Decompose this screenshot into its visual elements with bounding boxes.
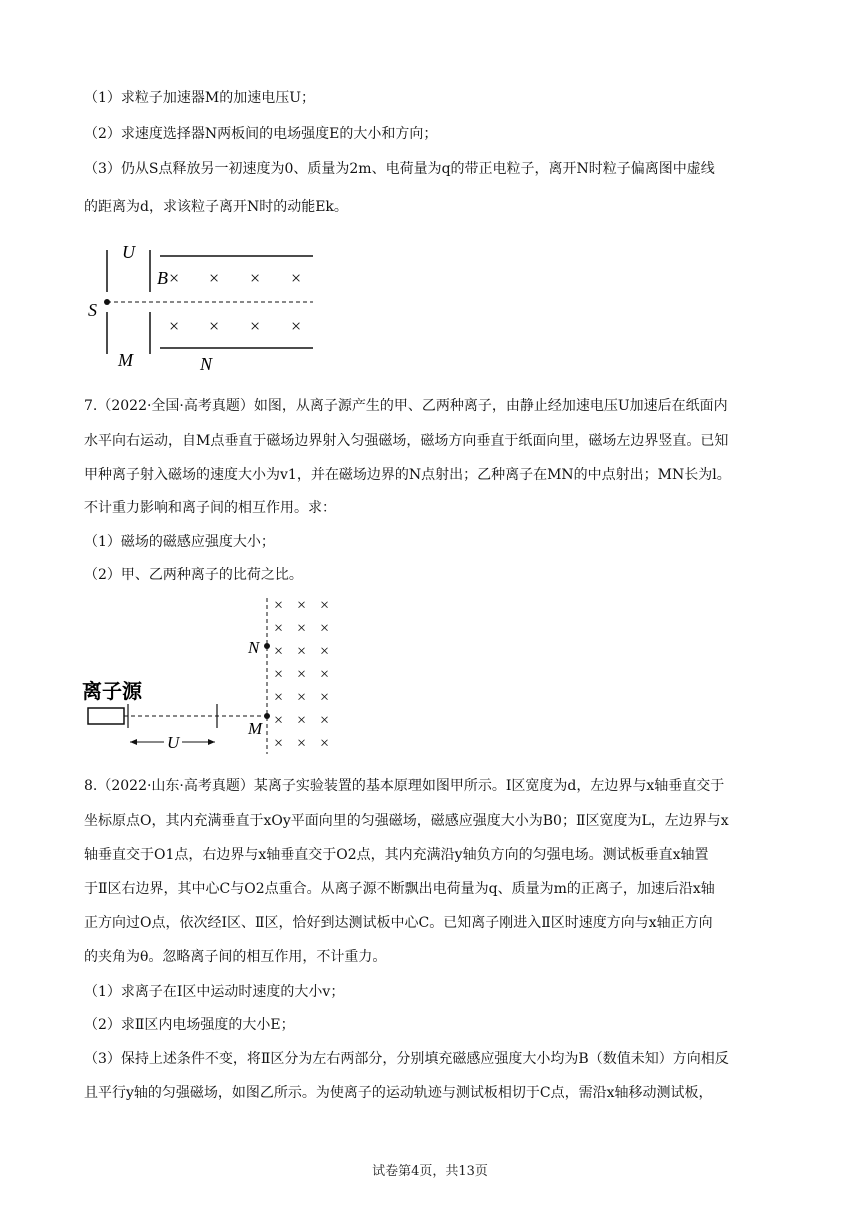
page-footer: 试卷第4页，共13页 [372,1164,488,1179]
q8-sub2: （2）求Ⅱ区内电场强度的大小E； [84,1017,295,1033]
q7-sub2: （2）甲、乙两种离子的比荷之比。 [84,567,303,583]
q8-line6: 的夹角为θ。忽略离子间的相互作用，不计重力。 [84,949,387,965]
field-cross: × [169,316,180,336]
field-cross: × [274,620,284,637]
field-cross: × [274,666,284,683]
q8-line3: 轴垂直交于O1点，右边界与x轴垂直交于O2点，其内充满沿y轴负方向的匀强电场。测试板垂直x轴置 [84,847,709,863]
q8-line1: 8.（2022·山东·高考真题）某离子实验装置的基本原理如图甲所示。Ⅰ区宽度为d，左边界与x轴垂直交于 [84,778,725,794]
field-cross: × [297,597,307,614]
label-m: M [248,719,263,738]
q7-line2: 水平向右运动，自M点垂直于磁场边界射入匀强磁场，磁场方向垂直于纸面向里，磁场左边界竖直。已知 [84,433,729,449]
field-cross: × [209,268,220,288]
field-cross: × [297,620,307,637]
ion-source-box [88,708,124,724]
q6-sub2: （2）求速度选择器N两板间的电场强度E的大小和方向； [84,126,438,142]
q7-line1: 7.（2022·全国·高考真题）如图，从离子源产生的甲、乙两种离子，由静止经加速电压U加速后在纸面内 [84,398,728,414]
label-u: U [167,733,180,752]
field-cross: × [274,689,284,706]
field-cross: × [320,689,330,706]
q7-line3: 甲种离子射入磁场的速度大小为v1，并在磁场边界的N点射出；乙种离子在MN的中点射出；MN长为l。 [84,467,731,483]
label-m: M [118,350,133,370]
label-b: B [157,268,168,288]
q8-sub1: （1）求离子在Ⅰ区中运动时速度的大小v； [84,984,345,1000]
field-cross: × [169,268,180,288]
q7-figure [80,594,350,764]
point-m [264,713,270,719]
field-cross: × [320,666,330,683]
q8-line4: 于Ⅱ区右边界，其中心C与O2点重合。从离子源不断飘出电荷量为q、质量为m的正离子，加速后沿x轴 [84,881,715,897]
label-n: N [248,638,260,657]
field-cross: × [297,689,307,706]
point-n [264,643,270,649]
field-cross: × [274,712,284,729]
q6-sub1: （1）求粒子加速器M的加速电压U； [84,90,316,106]
label-u: U [122,242,135,262]
q6-sub3-line2: 的距离为d，求该粒子离开N时的动能Ek。 [84,199,348,215]
field-cross: × [320,620,330,637]
q8-sub3-line2: 且平行y轴的匀强磁场，如图乙所示。为使离子的运动轨迹与测试板相切于C点，需沿x轴移动测试板， [84,1085,713,1101]
field-cross: × [320,597,330,614]
field-cross: × [297,643,307,660]
field-cross: × [297,666,307,683]
field-cross: × [291,316,302,336]
field-cross: × [297,735,307,752]
field-cross: × [320,712,330,729]
label-n: N [200,354,213,370]
q7-sub1: （1）磁场的磁感应强度大小； [84,534,275,550]
field-cross: × [250,316,261,336]
q8-line5: 正方向过O点，依次经Ⅰ区、Ⅱ区，恰好到达测试板中心C。已知离子刚进入Ⅱ区时速度方向与x轴正方向 [84,915,713,931]
field-cross: × [274,597,284,614]
label-s: S [88,300,97,320]
q8-sub3-line1: （3）保持上述条件不变，将Ⅱ区分为左右两部分，分别填充磁感应强度大小均为B（数值未知）方向相反 [84,1051,729,1067]
field-cross: × [274,735,284,752]
point-s [104,299,110,305]
field-cross: × [209,316,220,336]
ion-source-label: 离子源 [82,681,142,703]
q6-figure [80,236,330,370]
q6-sub3-line1: （3）仍从S点释放另一初速度为0、质量为2m、电荷量为q的带正电粒子，离开N时粒子偏离图中虚线 [84,161,715,177]
field-cross: × [320,735,330,752]
q7-line4: 不计重力影响和离子间的相互作用。求： [84,500,336,516]
q8-line2: 坐标原点O，其内充满垂直于xOy平面向里的匀强磁场，磁感应强度大小为B0；Ⅱ区宽度为L，左边界与x [84,813,729,829]
field-cross: × [274,643,284,660]
field-cross: × [320,643,330,660]
field-cross: × [291,268,302,288]
field-cross: × [297,712,307,729]
field-cross: × [250,268,261,288]
